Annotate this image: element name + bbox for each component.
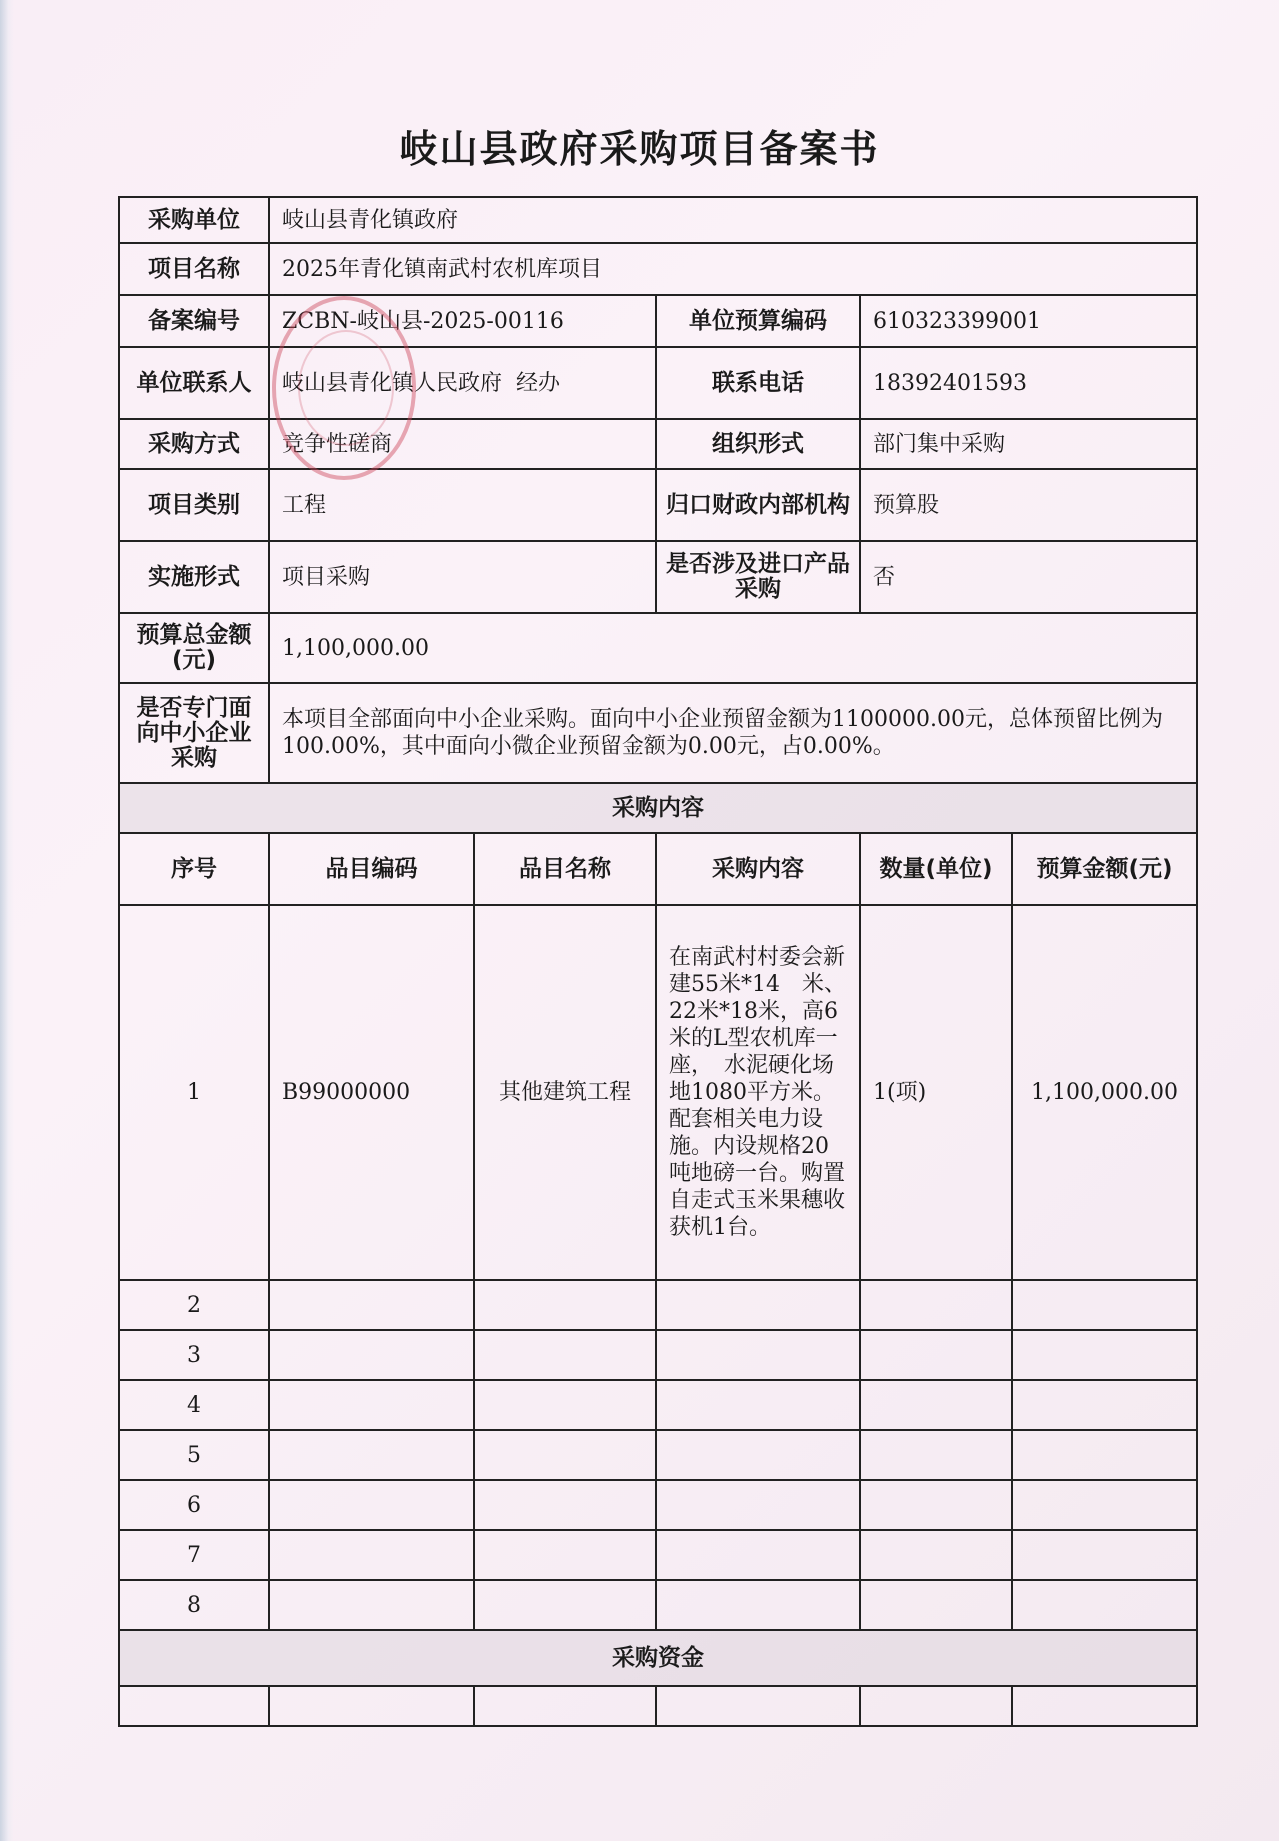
row-8-no: 8 bbox=[119, 1580, 269, 1630]
row-contact bbox=[119, 347, 1197, 419]
row-6-amount bbox=[1012, 1480, 1197, 1530]
row-6-name bbox=[474, 1480, 656, 1530]
row-5-no: 5 bbox=[119, 1430, 269, 1480]
project-name-label: 项目名称 bbox=[119, 243, 269, 295]
category-value: 工程 bbox=[269, 469, 656, 541]
table-row bbox=[119, 1380, 1197, 1430]
record-no-value: ZCBN-岐山县-2025-00116 bbox=[269, 295, 656, 347]
row-4-content bbox=[656, 1380, 860, 1430]
project-name-value: 2025年青化镇南武村农机库项目 bbox=[269, 243, 1197, 295]
row-3-name bbox=[474, 1330, 656, 1380]
sme-label: 是否专门面向中小企业采购 bbox=[119, 683, 269, 783]
row-purchasing-unit bbox=[119, 197, 1197, 243]
row-8-name bbox=[474, 1580, 656, 1630]
org-form-value: 部门集中采购 bbox=[860, 419, 1197, 469]
row-2-amount bbox=[1012, 1280, 1197, 1330]
row-3-code bbox=[269, 1330, 474, 1380]
table-row bbox=[119, 1530, 1197, 1580]
purchasing-unit-value: 岐山县青化镇政府 bbox=[269, 197, 1197, 243]
table-row bbox=[119, 1580, 1197, 1630]
row-3-qty bbox=[860, 1330, 1012, 1380]
row-1-name: 其他建筑工程 bbox=[474, 905, 656, 1280]
method-label: 采购方式 bbox=[119, 419, 269, 469]
row-1-qty: 1(项) bbox=[860, 905, 1012, 1280]
funds-cell-3 bbox=[474, 1686, 656, 1726]
row-2-name bbox=[474, 1280, 656, 1330]
row-4-no: 4 bbox=[119, 1380, 269, 1430]
phone-label: 联系电话 bbox=[656, 347, 860, 419]
sme-value: 本项目全部面向中小企业采购。面向中小企业预留金额为1100000.00元，总体预留比例为100.00%，其中面向小微企业预留金额为0.00元，占0.00%。 bbox=[269, 683, 1197, 783]
row-7-no: 7 bbox=[119, 1530, 269, 1580]
row-category bbox=[119, 469, 1197, 541]
row-8-amount bbox=[1012, 1580, 1197, 1630]
row-5-content bbox=[656, 1430, 860, 1480]
row-6-code bbox=[269, 1480, 474, 1530]
row-7-code bbox=[269, 1530, 474, 1580]
budget-code-value: 610323399001 bbox=[860, 295, 1197, 347]
funds-cell-4 bbox=[656, 1686, 860, 1726]
impl-form-value: 项目采购 bbox=[269, 541, 656, 613]
category-label: 项目类别 bbox=[119, 469, 269, 541]
row-4-code bbox=[269, 1380, 474, 1430]
row-3-content bbox=[656, 1330, 860, 1380]
row-1-no: 1 bbox=[119, 905, 269, 1280]
header-name: 品目名称 bbox=[474, 833, 656, 905]
row-2-qty bbox=[860, 1280, 1012, 1330]
row-8-content bbox=[656, 1580, 860, 1630]
row-project-name bbox=[119, 243, 1197, 295]
row-7-content bbox=[656, 1530, 860, 1580]
content-section-title: 采购内容 bbox=[119, 783, 1197, 833]
org-form-label: 组织形式 bbox=[656, 419, 860, 469]
row-4-amount bbox=[1012, 1380, 1197, 1430]
header-code: 品目编码 bbox=[269, 833, 474, 905]
table-row bbox=[119, 905, 1197, 1280]
budget-code-label: 单位预算编码 bbox=[656, 295, 860, 347]
record-no-label: 备案编号 bbox=[119, 295, 269, 347]
total-budget-label: 预算总金额(元) bbox=[119, 613, 269, 683]
row-7-qty bbox=[860, 1530, 1012, 1580]
table-row bbox=[119, 1480, 1197, 1530]
row-method bbox=[119, 419, 1197, 469]
row-7-name bbox=[474, 1530, 656, 1580]
import-label: 是否涉及进口产品采购 bbox=[656, 541, 860, 613]
row-7-amount bbox=[1012, 1530, 1197, 1580]
record-form-table bbox=[118, 196, 1198, 1727]
funds-cell-6 bbox=[1012, 1686, 1197, 1726]
row-5-code bbox=[269, 1430, 474, 1480]
total-budget-value: 1,100,000.00 bbox=[269, 613, 1197, 683]
finance-dept-value: 预算股 bbox=[860, 469, 1197, 541]
funds-cell-5 bbox=[860, 1686, 1012, 1726]
phone-value: 18392401593 bbox=[860, 347, 1197, 419]
row-impl-form bbox=[119, 541, 1197, 613]
row-3-no: 3 bbox=[119, 1330, 269, 1380]
row-5-qty bbox=[860, 1430, 1012, 1480]
row-4-name bbox=[474, 1380, 656, 1430]
row-content-headers bbox=[119, 833, 1197, 905]
row-8-qty bbox=[860, 1580, 1012, 1630]
header-no: 序号 bbox=[119, 833, 269, 905]
funds-partial-row bbox=[119, 1686, 1197, 1726]
funds-section-title: 采购资金 bbox=[119, 1630, 1197, 1686]
row-sme bbox=[119, 683, 1197, 783]
row-record-no bbox=[119, 295, 1197, 347]
header-qty: 数量(单位) bbox=[860, 833, 1012, 905]
purchasing-unit-label: 采购单位 bbox=[119, 197, 269, 243]
row-6-no: 6 bbox=[119, 1480, 269, 1530]
table-row bbox=[119, 1430, 1197, 1480]
contact-value: 岐山县青化镇人民政府 经办 bbox=[269, 347, 656, 419]
table-row bbox=[119, 1280, 1197, 1330]
document-title: 岐山县政府采购项目备案书 bbox=[399, 127, 880, 171]
row-6-content bbox=[656, 1480, 860, 1530]
impl-form-label: 实施形式 bbox=[119, 541, 269, 613]
finance-dept-label: 归口财政内部机构 bbox=[656, 469, 860, 541]
import-value: 否 bbox=[860, 541, 1197, 613]
row-8-code bbox=[269, 1580, 474, 1630]
row-3-amount bbox=[1012, 1330, 1197, 1380]
header-content: 采购内容 bbox=[656, 833, 860, 905]
scan-edge-stain bbox=[0, 0, 14, 1841]
row-2-content bbox=[656, 1280, 860, 1330]
row-6-qty bbox=[860, 1480, 1012, 1530]
contact-label: 单位联系人 bbox=[119, 347, 269, 419]
table-row bbox=[119, 1330, 1197, 1380]
funds-cell-1 bbox=[119, 1686, 269, 1726]
row-1-content: 在南武村村委会新建55米*14 米、22米*18米，高6米的L型农机库一座， 水泥硬化场地1080平方米。配套相关电力设施。内设规格20吨地磅一台。购置自走式玉米果穗收获机1台。 bbox=[656, 905, 860, 1280]
row-1-code: B99000000 bbox=[269, 905, 474, 1280]
row-2-no: 2 bbox=[119, 1280, 269, 1330]
method-value: 竞争性磋商 bbox=[269, 419, 656, 469]
row-5-amount bbox=[1012, 1430, 1197, 1480]
row-total-budget bbox=[119, 613, 1197, 683]
row-2-code bbox=[269, 1280, 474, 1330]
row-content-section bbox=[119, 783, 1197, 833]
row-1-amount: 1,100,000.00 bbox=[1012, 905, 1197, 1280]
row-funds-section bbox=[119, 1630, 1197, 1686]
funds-cell-2 bbox=[269, 1686, 474, 1726]
row-5-name bbox=[474, 1430, 656, 1480]
header-amount: 预算金额(元) bbox=[1012, 833, 1197, 905]
row-4-qty bbox=[860, 1380, 1012, 1430]
